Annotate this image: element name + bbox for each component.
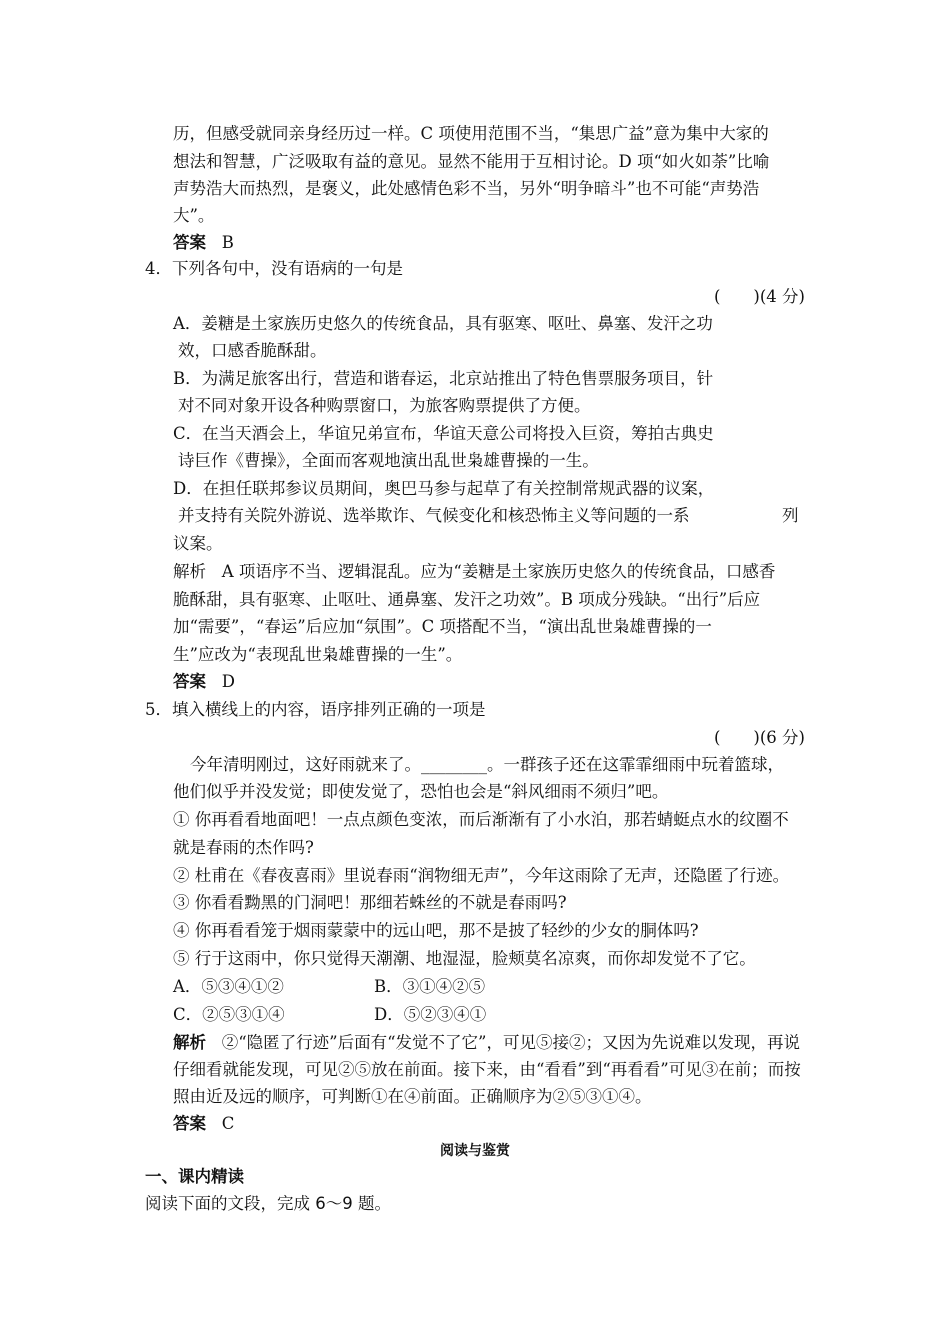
answer-value: D — [221, 672, 235, 691]
q4-option-d-line2-tail: 列 — [782, 506, 799, 525]
q4-option-a-line2: 效，口感香脆酥甜。 — [178, 341, 327, 360]
q4-explanation-label: 解析 — [173, 562, 206, 581]
q5-sentence-2: ② 杜甫在《春夜喜雨》里说春雨“润物细无声”，今年这雨除了无声，还隐匿了行迹。 — [173, 866, 790, 885]
section-instruction: 阅读下面的文段，完成 6～9 题。 — [145, 1194, 391, 1213]
q4-explanation-line2: 脆酥甜，具有驱寒、止呕吐、通鼻塞、发汗之功效”。B 项成分残缺。“出行”后应 — [173, 590, 761, 609]
answer-value: B — [221, 233, 234, 252]
q5-stem: 5．填入横线上的内容，语序排列正确的一项是 — [145, 700, 486, 719]
q4-option-d-line2: 并支持有关院外游说、选举欺诈、气候变化和核恐怖主义等问题的一系 — [178, 506, 690, 525]
answer-label: 答案 — [173, 1114, 206, 1133]
answer-q4 — [173, 671, 235, 693]
q4-explanation-text: A 项语序不当、逻辑混乱。应为“姜糖是土家族历史悠久的传统食品，口感香 — [221, 562, 776, 581]
exp-q3-line3: 声势浩大而热烈，是褒义，此处感情色彩不当，另外“明争暗斗”也不可能“声势浩 — [173, 179, 760, 198]
q4-option-c-line2: 诗巨作《曹操》，全面而客观地演出乱世枭雄曹操的一生。 — [178, 451, 599, 470]
q5-option-d: D．⑤②③④① — [374, 1005, 487, 1024]
q5-explanation-line2: 仔细看就能发现，可见②⑤放在前面。接下来，由“看看”到“再看看”可见③在前；而按 — [173, 1060, 801, 1079]
exp-q3-line2: 想法和智慧，广泛吸取有益的意见。显然不能用于互相讨论。D 项“如火如荼”比喻 — [173, 152, 770, 171]
section-subheading: 一、课内精读 — [145, 1167, 244, 1186]
q5-sentence-3: ③ 你看看黝黑的门洞吧！那细若蛛丝的不就是春雨吗? — [173, 893, 567, 912]
q5-sentence-4: ④ 你再看看笼于烟雨蒙蒙中的远山吧，那不是披了轻纱的少女的胴体吗? — [173, 921, 699, 940]
q4-score: ( )(4 分) — [714, 287, 805, 306]
q4-option-d-line3: 议案。 — [173, 534, 223, 553]
q5-explanation-line1 — [173, 1032, 800, 1054]
q5-sentence-1-line2: 就是春雨的杰作吗? — [173, 838, 314, 857]
q5-sentence-1-line1: ① 你再看看地面吧！一点点颜色变浓，而后渐渐有了小水泊，那若蜻蜓点水的纹圈不 — [173, 810, 789, 829]
q5-passage-line1: 今年清明刚过，这好雨就来了。________。一群孩子还在这霏霏细雨中玩着篮球， — [190, 755, 784, 774]
q4-option-d-line1: D．在担任联邦参议员期间，奥巴马参与起草了有关控制常规武器的议案， — [173, 479, 715, 498]
q5-explanation-text: ②“隐匿了行迹”后面有“发觉不了它”，可见⑤接②；又因为先说难以发现，再说 — [221, 1033, 800, 1052]
q5-score: ( )(6 分) — [714, 728, 805, 747]
answer-label: 答案 — [173, 672, 206, 691]
q4-explanation-line3: 加“需要”，“春运”后应加“氛围”。C 项搭配不当，“演出乱世枭雄曹操的一 — [173, 617, 712, 636]
q4-option-b-line1: B．为满足旅客出行，营造和谐春运，北京站推出了特色售票服务项目，针 — [173, 369, 714, 388]
q5-explanation-label: 解析 — [173, 1033, 206, 1052]
answer-value: C — [221, 1114, 235, 1133]
q4-option-c-line1: C．在当天酒会上，华谊兄弟宣布，华谊天意公司将投入巨资，筹拍古典史 — [173, 424, 714, 443]
q4-option-a-line1: A．姜糖是土家族历史悠久的传统食品，具有驱寒、呕吐、鼻塞、发汗之功 — [173, 314, 713, 333]
q4-explanation-line1 — [173, 561, 775, 583]
q4-option-b-line2: 对不同对象开设各种购票窗口，为旅客购票提供了方便。 — [178, 396, 591, 415]
q5-option-a: A．⑤③④①② — [173, 977, 284, 996]
answer-label: 答案 — [173, 233, 206, 252]
answer-q5 — [173, 1113, 234, 1135]
exp-q3-line4: 大”。 — [173, 206, 215, 225]
q5-sentence-5: ⑤ 行于这雨中，你只觉得天潮潮、地湿湿，脸颊莫名凉爽，而你却发觉不了它。 — [173, 949, 756, 968]
answer-q3 — [173, 232, 234, 254]
section-title: 阅读与鉴赏 — [440, 1143, 510, 1159]
q5-passage-line2: 他们似乎并没发觉；即使发觉了，恐怕也会是“斜风细雨不须归”吧。 — [173, 782, 669, 801]
q4-explanation-line4: 生”应改为“表现乱世枭雄曹操的一生”。 — [173, 645, 463, 664]
exp-q3-line1: 历，但感受就同亲身经历过一样。C 项使用范围不当，“集思广益”意为集中大家的 — [173, 124, 769, 143]
q5-option-b: B．③①④②⑤ — [374, 977, 486, 996]
q5-explanation-line3: 照由近及远的顺序，可判断①在④前面。正确顺序为②⑤③①④。 — [173, 1087, 652, 1106]
q4-stem: 4．下列各句中，没有语病的一句是 — [145, 259, 403, 278]
q5-option-c: C．②⑤③①④ — [173, 1005, 285, 1024]
